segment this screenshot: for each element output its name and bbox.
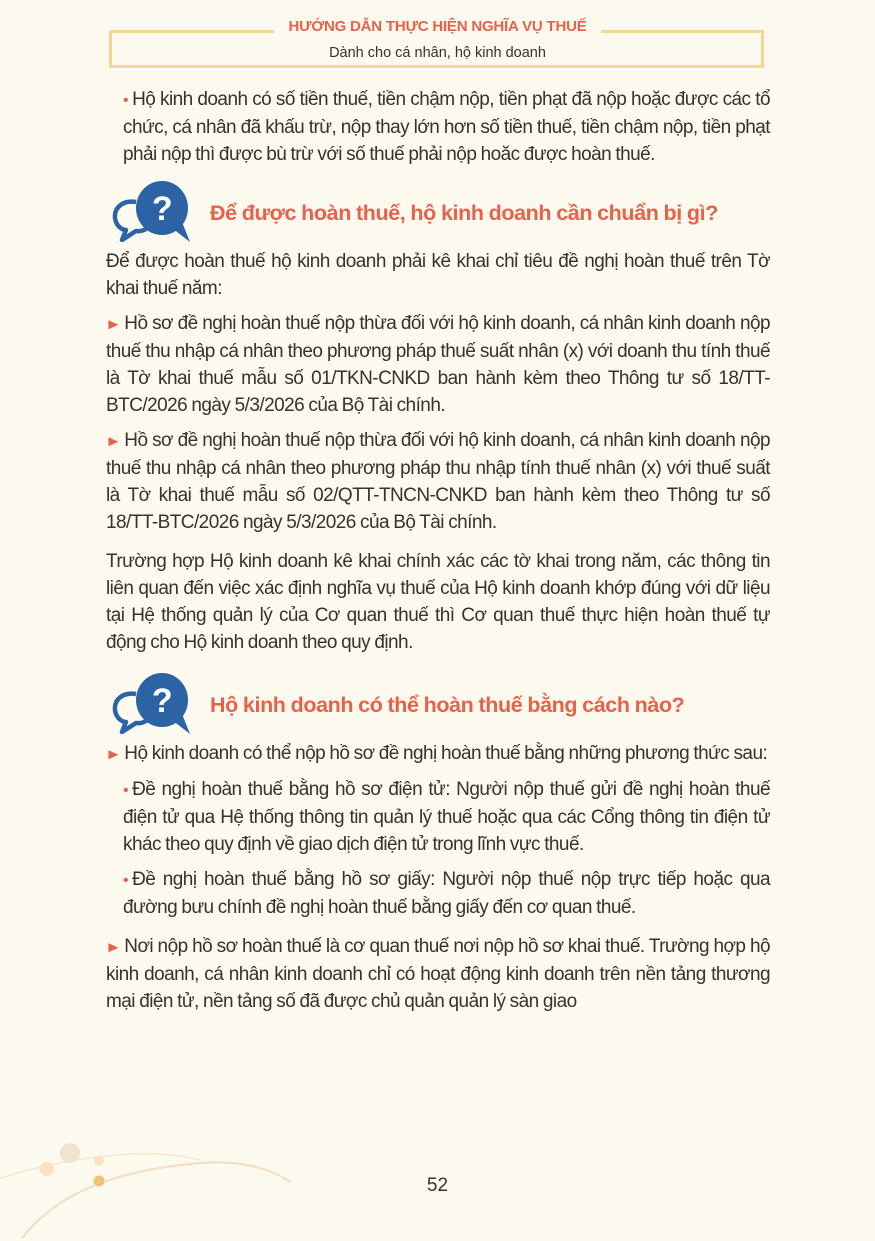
- bullet-dot-icon: •: [123, 92, 129, 109]
- section2-subitems: [106, 776, 770, 921]
- section1-item-1: ► Hồ sơ đề nghị hoàn thuế nộp thừa đối với hộ kinh doanh, cá nhân kinh doanh nộp thuế thu nhập cá nhân theo phương pháp thuế suất nhân (x) với doanh thu tính thuế là Tờ khai thuế mẫu số 01/TKN-CNKD ban hành kèm theo Thông tư số 18/TT-BTC/2026 ngày 5/3/2026 của Bộ Tài chính.: [105, 313, 770, 416]
- header-title-wrap: [0, 18, 875, 36]
- intro-bullet: [106, 86, 770, 168]
- triangle-bullet-icon: ►: [105, 939, 122, 956]
- svg-text:?: ?: [151, 682, 173, 720]
- page-content: [106, 86, 770, 1023]
- section1-intro: Để được hoàn thuế hộ kinh doanh phải kê khai chỉ tiêu đề nghị hoàn thuế trên Tờ khai thuế năm:: [106, 251, 770, 299]
- section2-subitem-1: • Đề nghị hoàn thuế bằng hồ sơ điện tử: Người nộp thuế gửi đề nghị hoàn thuế điện tử qua Hệ thống thông tin quản lý thuế hoặc qua các Cổng thông tin điện tử khác theo quy định về giao dịch điện tử trong lĩnh vực thuế.: [123, 779, 770, 855]
- section2-item-1: ► Hộ kinh doanh có thể nộp hồ sơ đề nghị hoàn thuế bằng những phương thức sau:: [106, 740, 770, 768]
- section1-item-2: ► Hồ sơ đề nghị hoàn thuế nộp thừa đối với hộ kinh doanh, cá nhân kinh doanh nộp thuế thu nhập cá nhân theo phương pháp thu nhập tính thuế nhân (x) với thuế suất là Tờ khai thuế mẫu số 02/QTT-TNCN-CNKD ban hành kèm theo Thông tư số 18/TT-BTC/2026 ngày 5/3/2026 của Bộ Tài chính.: [105, 430, 770, 533]
- triangle-bullet-icon: ►: [105, 433, 122, 450]
- bullet-dot-icon: •: [123, 872, 129, 889]
- bullet-dot-icon: •: [123, 782, 129, 799]
- section1-heading: [106, 180, 770, 240]
- section2-subitem-2: • Đề nghị hoàn thuế bằng hồ sơ giấy: Người nộp thuế nộp trực tiếp hoặc qua đường bưu chính đề nghị hoàn thuế bằng giấy đến cơ quan thuế.: [123, 869, 770, 918]
- section2-title: Hộ kinh doanh có thể hoàn thuế bằng cách nào?: [210, 693, 685, 717]
- triangle-bullet-icon: ►: [105, 746, 122, 763]
- document-title: HƯỚNG DẪN THỰC HIỆN NGHĨA VỤ THUẾ: [274, 18, 600, 35]
- question-chat-icon: [110, 672, 200, 734]
- svg-text:?: ?: [151, 190, 173, 228]
- intro-bullet-text: Hộ kinh doanh có số tiền thuế, tiền chậm nộp, tiền phạt đã nộp hoặc được các tổ chức, cá nhân đã khấu trừ, nộp thay lớn hơn số tiền thuế, tiền chậm nộp, tiền phạt phải nộp thì được bù trừ với số thuế phải nộp hoăc được hoàn thuế.: [123, 89, 770, 165]
- page-number: 52: [426, 1175, 449, 1196]
- document-subtitle: Dành cho cá nhân, hộ kinh doanh: [329, 45, 546, 61]
- question-chat-icon: [110, 180, 200, 242]
- section2-heading: [106, 672, 770, 732]
- triangle-bullet-icon: ►: [105, 316, 122, 333]
- section2-item-2: ► Nơi nộp hồ sơ hoàn thuế là cơ quan thuế nơi nộp hồ sơ khai thuế. Trường hợp hộ kinh doanh, cá nhân kinh doanh chỉ có hoạt động kinh doanh trên nền tảng thương mại điện tử, nền tảng số đã được chủ quản quản lý sàn giao: [105, 936, 770, 1012]
- section1-outro: Trường hợp Hộ kinh doanh kê khai chính xác các tờ khai trong năm, các thông tin liên quan đến việc xác định nghĩa vụ thuế của Hộ kinh doanh khớp đúng với dữ liệu tại Hệ thống quản lý của Cơ quan thuế thì Cơ quan thuế thực hiện hoàn thuế tự động cho Hộ kinh doanh theo quy định.: [106, 551, 770, 653]
- section1-title: Để được hoàn thuế, hộ kinh doanh cần chuẩn bị gì?: [210, 201, 718, 225]
